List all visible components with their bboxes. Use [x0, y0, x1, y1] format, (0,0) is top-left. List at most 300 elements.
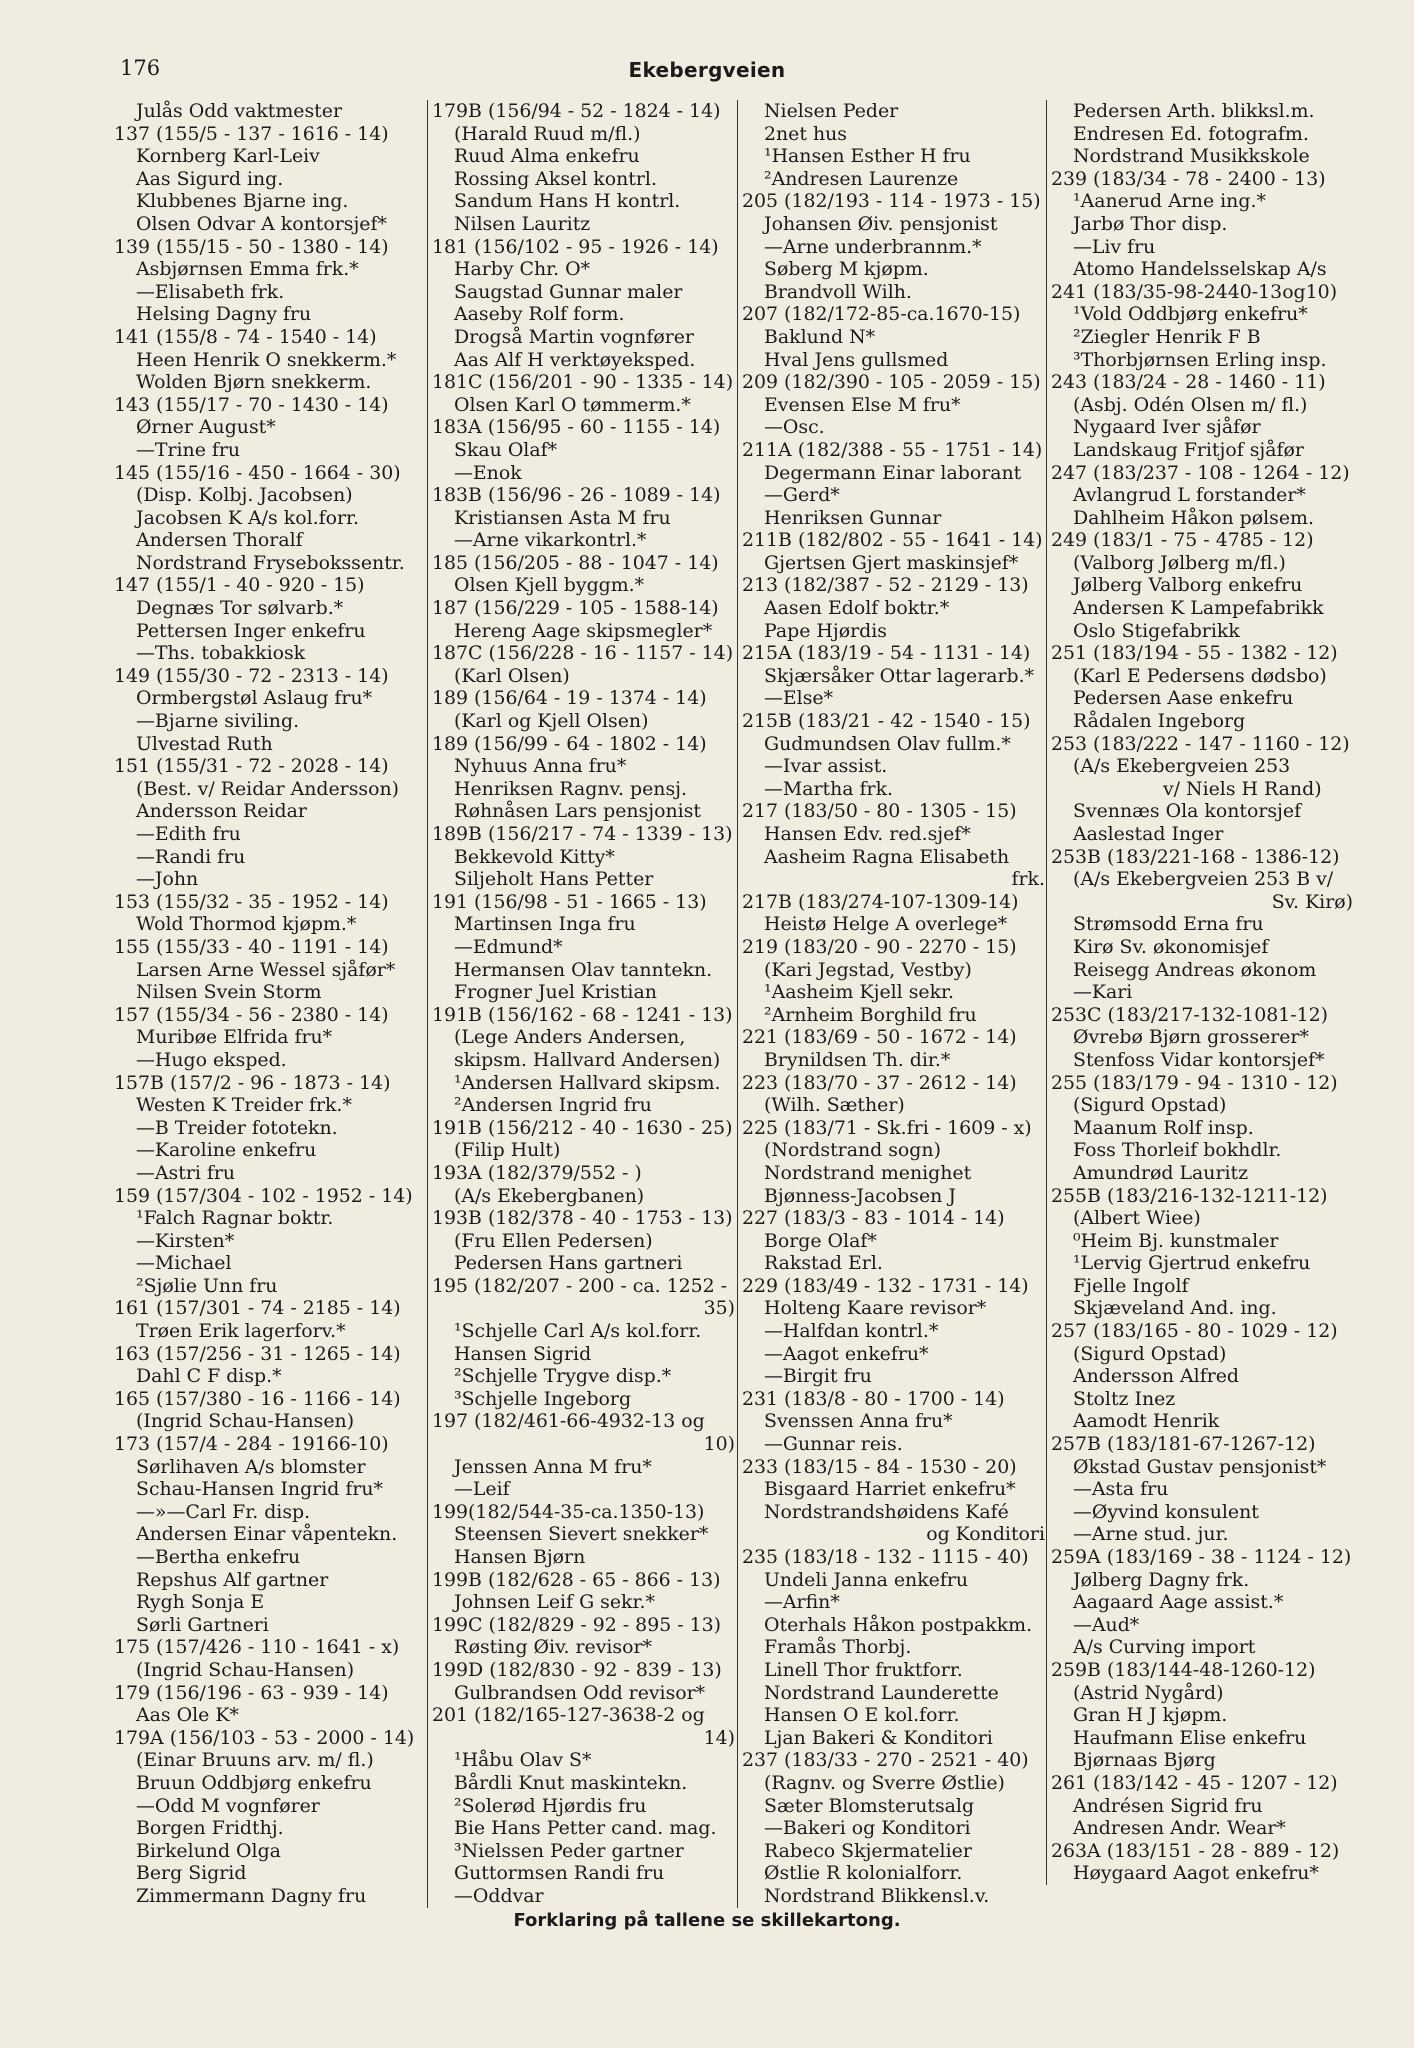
address-entry: 215B (183/21 - 42 - 1540 - 15) [742, 710, 1031, 733]
resident-entry: Jølberg Valborg enkefru [1073, 574, 1303, 597]
resident-entry: —Else* [764, 687, 834, 710]
page-number: 176 [120, 56, 161, 80]
resident-entry: Bisgaard Harriet enkefru* [764, 1478, 1016, 1501]
resident-entry: Aasen Edolf boktr.* [764, 597, 950, 620]
address-entry: 229 (183/49 - 132 - 1731 - 14) [742, 1274, 1029, 1297]
resident-entry: —Elisabeth frk. [136, 280, 285, 303]
resident-entry: ³Nielssen Peder gartner [454, 1839, 684, 1862]
address-entry: 193A (182/379/552 - ) [432, 1161, 642, 1184]
address-entry: 257 (183/165 - 80 - 1029 - 12) [1051, 1320, 1338, 1343]
address-entry: 217 (183/50 - 80 - 1305 - 15) [742, 800, 1017, 823]
resident-entry: —Kari [1073, 981, 1133, 1004]
resident-entry: Nordstrand Musikkskole [1073, 145, 1310, 168]
address-entry: 153 (155/32 - 35 - 1952 - 14) [114, 890, 389, 913]
resident-entry: Jenssen Anna M fru* [454, 1455, 652, 1478]
resident-entry: —Øyvind konsulent [1073, 1500, 1259, 1523]
resident-entry: (Astrid Nygård) [1073, 1681, 1224, 1704]
address-entry: 179B (156/94 - 52 - 1824 - 14) [432, 100, 721, 122]
address-entry: 175 (157/426 - 110 - 1641 - x) [114, 1636, 400, 1659]
resident-entry: ²Sjølie Unn fru [136, 1274, 278, 1297]
resident-entry: Hansen Edv. red.sjef* [764, 823, 971, 845]
resident-entry: Røhnåsen Lars pensjonist [454, 800, 701, 823]
resident-entry: og Konditori [926, 1523, 1045, 1546]
resident-entry: Nordstrand Frysebokssentr. [136, 551, 405, 574]
resident-entry: —Ths. tobakkiosk [136, 642, 306, 665]
resident-entry: Gran H J kjøpm. [1073, 1704, 1228, 1727]
resident-entry: ²Andersen Ingrid fru [454, 1094, 652, 1117]
address-entry: 189B (156/217 - 74 - 1339 - 13) [432, 823, 733, 845]
resident-entry: —Bertha enkefru [136, 1546, 301, 1568]
resident-entry: Trøen Erik lagerforv.* [136, 1320, 346, 1343]
resident-entry: Bårdli Knut maskintekn. [454, 1771, 688, 1794]
address-entry: 253C (183/217-132-1081-12) [1051, 1003, 1329, 1026]
resident-entry: —Aagot enkefru* [764, 1342, 929, 1365]
resident-entry: Pedersen Arth. blikksl.m. [1073, 100, 1315, 122]
resident-entry: Berg Sigrid [136, 1862, 247, 1885]
resident-entry: Reisegg Andreas økonom [1073, 958, 1317, 981]
resident-entry: Landskaug Fritjof sjåfør [1073, 438, 1304, 461]
resident-entry: Saugstad Gunnar maler [454, 280, 683, 303]
resident-entry: (Asbj. Odén Olsen m/ fl.) [1073, 393, 1308, 416]
resident-entry: Drogså Martin vognfører [454, 325, 694, 348]
resident-entry: Andersen Thoralf [136, 529, 303, 552]
resident-entry: —Oddvar [454, 1884, 544, 1907]
resident-entry: Hansen O E kol.forr. [764, 1704, 960, 1727]
resident-entry: —Odd M vognfører [136, 1794, 320, 1817]
resident-entry: (Einar Bruuns arv. m/ fl.) [136, 1749, 374, 1772]
resident-entry: Jacobsen K A/s kol.forr. [136, 506, 359, 529]
resident-entry: Nygaard Iver sjåfør [1073, 416, 1261, 439]
resident-entry: ¹Aasheim Kjell sekr. [764, 981, 954, 1004]
resident-entry: Bjørnaas Bjørg [1073, 1749, 1216, 1772]
resident-entry: —»—Carl Fr. disp. [136, 1500, 311, 1523]
resident-entry: Andresen Andr. Wear* [1073, 1817, 1286, 1840]
address-entry: 187C (156/228 - 16 - 1157 - 14) [432, 642, 734, 665]
address-entry: 201 (182/165-127-3638-2 og [432, 1704, 705, 1727]
resident-entry: —Trine fru [136, 438, 241, 461]
resident-entry: v/ Niels H Rand) [1163, 777, 1322, 800]
address-entry: 211A (182/388 - 55 - 1751 - 14) [742, 438, 1043, 461]
resident-entry: Asbjørnsen Emma frk.* [136, 258, 359, 281]
resident-entry: Kristiansen Asta M fru [454, 506, 671, 529]
resident-entry: Framås Thorbj. [764, 1636, 912, 1659]
address-entry: 199B (182/628 - 65 - 866 - 13) [432, 1568, 721, 1591]
address-entry: 143 (155/17 - 70 - 1430 - 14) [114, 393, 389, 416]
address-entry: 139 (155/15 - 50 - 1380 - 14) [114, 235, 389, 258]
resident-entry: Stoltz Inez [1073, 1387, 1176, 1410]
address-entry: 137 (155/5 - 137 - 1616 - 14) [114, 122, 389, 145]
resident-entry: —Ivar assist. [764, 755, 888, 778]
resident-entry: —B Treider fototekn. [136, 1116, 338, 1139]
resident-entry: Nielsen Peder [764, 100, 899, 122]
address-entry: 199C (182/829 - 92 - 895 - 13) [432, 1613, 722, 1636]
resident-entry: Skjærsåker Ottar lagerarb.* [764, 664, 1035, 687]
resident-entry: —Arne vikarkontrl.* [454, 529, 647, 552]
resident-entry: Sørlihaven A/s blomster [136, 1455, 366, 1478]
address-entry: 189 (156/64 - 19 - 1374 - 14) [432, 687, 707, 710]
resident-entry: Siljeholt Hans Petter [454, 868, 654, 891]
resident-entry: Skau Olaf* [454, 438, 558, 461]
resident-entry: —Halfdan kontrl.* [764, 1320, 939, 1343]
resident-entry: —Arne stud. jur. [1073, 1523, 1229, 1546]
address-entry: 253 (183/222 - 147 - 1160 - 12) [1051, 732, 1350, 755]
resident-entry: Gulbrandsen Odd revisor* [454, 1681, 706, 1704]
resident-entry: Aasheim Ragna Elisabeth [764, 845, 1010, 868]
resident-entry: Olsen Karl O tømmerm.* [454, 393, 691, 416]
resident-entry: —Gerd* [764, 484, 840, 507]
resident-entry: Bekkevold Kitty* [454, 845, 615, 868]
address-entry: 213 (182/387 - 52 - 2129 - 13) [742, 574, 1029, 597]
resident-entry: ²Schjelle Trygve disp.* [454, 1365, 672, 1388]
resident-entry: Gjertsen Gjert maskinsjef* [764, 551, 1019, 574]
resident-entry: —Bakeri og Konditori [764, 1817, 971, 1840]
resident-entry: Birkelund Olga [136, 1839, 281, 1862]
resident-entry: Pettersen Inger enkefru [136, 619, 366, 642]
resident-entry: Øvrebø Bjørn grosserer* [1073, 1026, 1309, 1049]
resident-entry: —John [136, 868, 199, 891]
resident-entry: Rådalen Ingeborg [1073, 710, 1246, 733]
resident-entry: Aas Alf H verktøyeksped. [454, 348, 696, 371]
resident-entry: Røsting Øiv. revisor* [454, 1636, 652, 1659]
address-entry: 173 (157/4 - 284 - 19166-10) [114, 1433, 389, 1456]
address-entry: 235 (183/18 - 132 - 1115 - 40) [742, 1546, 1029, 1568]
resident-entry: Rygh Sonja E [136, 1591, 265, 1614]
resident-entry: Andersson Reidar [136, 800, 307, 823]
resident-entry: ³Schjelle Ingeborg [454, 1387, 632, 1410]
resident-entry: Hermansen Olav tanntekn. [454, 958, 713, 981]
resident-entry: Henriksen Ragnv. pensj. [454, 777, 687, 800]
address-entry: 187 (156/229 - 105 - 1588-14) [432, 597, 719, 620]
resident-entry: Undeli Janna enkefru [764, 1568, 969, 1591]
resident-entry: Svennæs Ola kontorsjef [1073, 800, 1302, 823]
resident-entry: Klubbenes Bjarne ing. [136, 190, 349, 213]
resident-entry: (Harald Ruud m/fl.) [454, 122, 641, 145]
resident-entry: (Filip Hult) [454, 1139, 561, 1162]
resident-entry: Hval Jens gullsmed [764, 348, 949, 371]
resident-entry: Høygaard Aagot enkefru* [1073, 1862, 1319, 1885]
resident-entry: Foss Thorleif bokhdlr. [1073, 1139, 1282, 1162]
resident-entry: Sørli Gartneri [136, 1613, 269, 1636]
resident-entry: Ljan Bakeri & Konditori [764, 1726, 993, 1749]
resident-entry: (Sigurd Opstad) [1073, 1342, 1227, 1365]
resident-entry: Strømsodd Erna fru [1073, 913, 1264, 936]
resident-entry: Kornberg Karl-Leiv [136, 145, 320, 168]
resident-entry: Steensen Sievert snekker* [454, 1523, 709, 1546]
resident-entry: Rakstad Erl. [764, 1252, 883, 1275]
address-entry: 157B (157/2 - 96 - 1873 - 14) [114, 1071, 391, 1094]
address-entry: 255 (183/179 - 94 - 1310 - 12) [1051, 1071, 1338, 1094]
resident-entry: Dahl C F disp.* [136, 1365, 282, 1388]
resident-entry: Svenssen Anna fru* [764, 1410, 953, 1433]
resident-entry: ¹Aanerud Arne ing.* [1073, 190, 1266, 213]
address-entry: 181 (156/102 - 95 - 1926 - 14) [432, 235, 719, 258]
address-entry: 147 (155/1 - 40 - 920 - 15) [114, 574, 365, 597]
resident-entry: Oslo Stigefabrikk [1073, 619, 1240, 642]
resident-entry: Stenfoss Vidar kontorsjef* [1073, 1048, 1325, 1071]
address-entry: 179 (156/196 - 63 - 939 - 14) [114, 1681, 389, 1704]
resident-entry: Nordstrandshøidens Kafé [764, 1500, 1009, 1523]
resident-entry: (Karl E Pedersens dødsbo) [1073, 664, 1327, 687]
resident-entry: —Randi fru [136, 845, 246, 868]
address-entry: 209 (182/390 - 105 - 2059 - 15) [742, 371, 1041, 394]
resident-entry: Harby Chr. O* [454, 258, 591, 281]
resident-entry: ¹Vold Oddbjørg enkefru* [1073, 303, 1308, 326]
address-entry: 191 (156/98 - 51 - 1665 - 13) [432, 890, 707, 913]
resident-entry: Andersen Einar våpentekn. [136, 1523, 398, 1546]
resident-entry: Nyhuus Anna fru* [454, 755, 627, 778]
resident-entry: Nilsen Lauritz [454, 212, 591, 235]
resident-entry: A/s Curving import [1073, 1636, 1256, 1659]
resident-entry: Brandvoll Wilh. [764, 280, 912, 303]
address-entry: 151 (155/31 - 72 - 2028 - 14) [114, 755, 389, 778]
resident-entry: Pape Hjørdis [764, 619, 887, 642]
address-entry: 219 (183/20 - 90 - 2270 - 15) [742, 935, 1017, 958]
address-entry: 189 (156/99 - 64 - 1802 - 14) [432, 732, 707, 755]
resident-entry: Gudmundsen Olav fullm.* [764, 732, 1011, 755]
resident-entry: Fjelle Ingolf [1073, 1274, 1189, 1297]
resident-entry: ²Ziegler Henrik F B [1073, 325, 1261, 348]
resident-entry: Økstad Gustav pensjonist* [1073, 1455, 1327, 1478]
resident-entry: ¹Andersen Hallvard skipsm. [454, 1071, 721, 1094]
resident-entry: Sæter Blomsterutsalg [764, 1794, 975, 1817]
resident-entry: Østlie R kolonialforr. [764, 1862, 963, 1885]
address-entry: 155 (155/33 - 40 - 1191 - 14) [114, 935, 389, 958]
address-entry: 259B (183/144-48-1260-12) [1051, 1658, 1316, 1681]
resident-entry: 35) [703, 1297, 735, 1320]
resident-entry: Aaseby Rolf form. [454, 303, 625, 326]
resident-entry: ²Solerød Hjørdis fru [454, 1794, 647, 1817]
resident-entry: Sv. Kirø) [1271, 890, 1353, 913]
footer-note: Forklaring på tallene se skillekartong. [513, 1910, 901, 1931]
resident-entry: Olsen Kjell byggm.* [454, 574, 645, 597]
address-entry: 255B (183/216-132-1211-12) [1051, 1184, 1328, 1207]
column-1 [114, 100, 416, 1908]
resident-entry: Baklund N* [764, 325, 876, 348]
resident-entry: ²Arnheim Borghild fru [764, 1003, 977, 1026]
resident-entry: —Edith fru [136, 823, 241, 845]
address-entry: 183A (156/95 - 60 - 1155 - 14) [432, 416, 721, 439]
resident-entry: Muribøe Elfrida fru* [136, 1026, 333, 1049]
address-entry: 141 (155/8 - 74 - 1540 - 14) [114, 325, 377, 348]
resident-entry: —Martha frk. [764, 777, 894, 800]
address-entry: 263A (183/151 - 28 - 889 - 12) [1051, 1839, 1340, 1862]
address-entry: 207 (182/172-85-ca.1670-15) [742, 303, 1021, 326]
resident-entry: Avlangrud L forstander* [1073, 484, 1306, 507]
address-entry: 249 (183/1 - 75 - 4785 - 12) [1051, 529, 1314, 552]
address-entry: 205 (182/193 - 114 - 1973 - 15) [742, 190, 1041, 213]
resident-entry: —Michael [136, 1252, 232, 1275]
resident-entry: (Nordstrand sogn) [764, 1139, 941, 1162]
resident-entry: —Arfin* [764, 1591, 840, 1614]
resident-entry: Aagaard Aage assist.* [1073, 1591, 1284, 1614]
resident-entry: —Aud* [1073, 1613, 1140, 1636]
resident-entry: Bie Hans Petter cand. mag. [454, 1817, 717, 1840]
address-entry: 223 (183/70 - 37 - 2612 - 14) [742, 1071, 1017, 1094]
resident-entry: (Ragnv. og Sverre Østlie) [764, 1771, 1005, 1794]
resident-entry: Linell Thor fruktforr. [764, 1658, 963, 1681]
address-entry: 197 (182/461-66-4932-13 og [432, 1410, 705, 1433]
address-entry: 253B (183/221-168 - 1386-12) [1051, 845, 1340, 868]
address-entry: 193B (182/378 - 40 - 1753 - 13) [432, 1207, 733, 1230]
resident-entry: Guttormsen Randi fru [454, 1862, 665, 1885]
resident-entry: Zimmermann Dagny fru [136, 1884, 367, 1907]
resident-entry: Nordstrand Blikkensl.v. [764, 1884, 990, 1907]
resident-entry: Hansen Bjørn [454, 1546, 586, 1568]
resident-entry: Ørner August* [136, 416, 276, 439]
resident-entry: Rossing Aksel kontrl. [454, 167, 657, 190]
resident-entry: Oterhals Håkon postpakkm. [764, 1613, 1033, 1636]
resident-entry: Westen K Treider frk.* [136, 1094, 352, 1117]
address-entry: 239 (183/34 - 78 - 2400 - 13) [1051, 167, 1326, 190]
resident-entry: Andersson Alfred [1073, 1365, 1240, 1388]
resident-entry: Nordstrand Launderette [764, 1681, 999, 1704]
resident-entry: (Kari Jegstad, Vestby) [764, 958, 972, 981]
address-entry: 247 (183/237 - 108 - 1264 - 12) [1051, 461, 1350, 484]
resident-entry: (Karl og Kjell Olsen) [454, 710, 649, 733]
address-entry: 163 (157/256 - 31 - 1265 - 14) [114, 1342, 401, 1365]
resident-entry: —Kirsten* [136, 1229, 235, 1252]
resident-entry: Amundrød Lauritz [1073, 1161, 1249, 1184]
resident-entry: Ruud Alma enkefru [454, 145, 640, 168]
resident-entry: Degnæs Tor sølvarb.* [136, 597, 344, 620]
resident-entry: —Osc. [764, 416, 825, 439]
resident-entry: —Gunnar reis. [764, 1433, 903, 1456]
resident-entry: Aas Ole K* [136, 1704, 239, 1727]
resident-entry: Olsen Odvar A kontorsjef* [136, 212, 387, 235]
address-entry: 217B (183/274-107-1309-14) [742, 890, 1019, 913]
resident-entry: Skjæveland And. ing. [1073, 1297, 1277, 1320]
resident-entry: Aamodt Henrik [1073, 1410, 1220, 1433]
resident-entry: Ormbergstøl Aslaug fru* [136, 687, 373, 710]
address-entry: 261 (183/142 - 45 - 1207 - 12) [1051, 1771, 1338, 1794]
address-entry: 157 (155/34 - 56 - 2380 - 14) [114, 1003, 389, 1026]
resident-entry: —Asta fru [1073, 1478, 1169, 1501]
resident-entry: Larsen Arne Wessel sjåfør* [136, 958, 396, 981]
resident-entry: Helsing Dagny fru [136, 303, 312, 326]
resident-entry: Frogner Juel Kristian [454, 981, 657, 1004]
resident-entry: Repshus Alf gartner [136, 1568, 329, 1591]
resident-entry: Borge Olaf* [764, 1229, 877, 1252]
resident-entry: Hereng Aage skipsmegler* [454, 619, 713, 642]
address-entry: 241 (183/35-98-2440-13og10) [1051, 280, 1338, 303]
resident-entry: —Birgit fru [764, 1365, 872, 1388]
address-entry: 159 (157/304 - 102 - 1952 - 14) [114, 1184, 413, 1207]
address-entry: 257B (183/181-67-1267-12) [1051, 1433, 1316, 1456]
resident-entry: Jarbø Thor disp. [1073, 212, 1228, 235]
address-entry: 259A (183/169 - 38 - 1124 - 12) [1051, 1546, 1352, 1568]
resident-entry: Sandum Hans H kontrl. [454, 190, 681, 213]
resident-entry: Martinsen Inga fru [454, 913, 636, 936]
resident-entry: (Wilh. Sæther) [764, 1094, 905, 1117]
resident-entry: Haufmann Elise enkefru [1073, 1726, 1307, 1749]
resident-entry: (A/s Ekebergveien 253 [1073, 755, 1291, 778]
resident-entry: Aaslestad Inger [1073, 823, 1224, 845]
resident-entry: —Enok [454, 461, 522, 484]
resident-entry: Nordstrand menighet [764, 1161, 972, 1184]
resident-entry: Bjønness-Jacobsen J [764, 1184, 956, 1207]
resident-entry: ¹Håbu Olav S* [454, 1749, 592, 1772]
resident-entry: Jølberg Dagny frk. [1073, 1568, 1250, 1591]
running-head: Ekebergveien [628, 58, 786, 82]
resident-entry: Maanum Rolf insp. [1073, 1116, 1254, 1139]
resident-entry: —Astri fru [136, 1161, 236, 1184]
resident-entry: Hansen Sigrid [454, 1342, 592, 1365]
resident-entry: 2net hus [764, 122, 847, 145]
address-entry: 149 (155/30 - 72 - 2313 - 14) [114, 664, 389, 687]
resident-entry: Henriksen Gunnar [764, 506, 942, 529]
address-entry: 183B (156/96 - 26 - 1089 - 14) [432, 484, 721, 507]
resident-entry: Kirø Sv. økonomisjef [1073, 935, 1269, 958]
resident-entry: Heen Henrik O snekkerm.* [136, 348, 397, 371]
resident-entry: Wolden Bjørn snekkerm. [136, 371, 372, 394]
resident-entry: (Ingrid Schau-Hansen) [136, 1410, 355, 1433]
address-entry: 211B (182/802 - 55 - 1641 - 14) [742, 529, 1043, 552]
resident-entry: Julås Odd vaktmester [136, 100, 342, 122]
resident-entry: Johnsen Leif G sekr.* [454, 1591, 655, 1614]
resident-entry: Brynildsen Th. dir.* [764, 1048, 951, 1071]
resident-entry: ³Thorbjørnsen Erling insp. [1073, 348, 1327, 371]
resident-entry: (Best. v/ Reidar Andersson) [136, 777, 400, 800]
address-entry: 185 (156/205 - 88 - 1047 - 14) [432, 551, 719, 574]
resident-entry: (Lege Anders Andersen, [454, 1026, 686, 1049]
resident-entry: (Sigurd Opstad) [1073, 1094, 1227, 1117]
resident-entry: Andrésen Sigrid fru [1073, 1794, 1263, 1817]
address-entry: 243 (183/24 - 28 - 1460 - 11) [1051, 371, 1326, 394]
address-entry: 233 (183/15 - 84 - 1530 - 20) [742, 1455, 1017, 1478]
resident-entry: (A/s Ekebergbanen) [454, 1184, 645, 1207]
address-entry: 199(182/544-35-ca.1350-13) [432, 1500, 705, 1523]
address-entry: 215A (183/19 - 54 - 1131 - 14) [742, 642, 1031, 665]
resident-entry: (Ingrid Schau-Hansen) [136, 1658, 355, 1681]
resident-entry: Heistø Helge A overlege* [764, 913, 1008, 936]
column-4 [1046, 100, 1353, 1885]
resident-entry: —Leif [454, 1478, 510, 1501]
resident-entry: Dahlheim Håkon pølsem. [1073, 506, 1314, 529]
resident-entry: —Liv fru [1073, 235, 1156, 258]
resident-entry: (A/s Ekebergveien 253 B v/ [1073, 868, 1334, 891]
resident-entry: Degermann Einar laborant [764, 461, 1022, 484]
resident-entry: (Fru Ellen Pedersen) [454, 1229, 653, 1252]
resident-entry: Andersen K Lampefabrikk [1073, 597, 1324, 620]
resident-entry: Borgen Fridthj. [136, 1817, 284, 1840]
resident-entry: ⁰Heim Bj. kunstmaler [1073, 1229, 1279, 1252]
column-2 [427, 100, 735, 1908]
resident-entry: frk. [1011, 868, 1045, 891]
resident-entry: 14) [703, 1726, 735, 1749]
address-entry: 161 (157/301 - 74 - 2185 - 14) [114, 1297, 401, 1320]
address-entry: 195 (182/207 - 200 - ca. 1252 - [432, 1274, 728, 1297]
resident-entry: —Hugo eksped. [136, 1048, 287, 1071]
resident-entry: Pedersen Aase enkefru [1073, 687, 1294, 710]
resident-entry: ¹Lervig Gjertrud enkefru [1073, 1252, 1311, 1275]
resident-entry: (Valborg Jølberg m/fl.) [1073, 551, 1286, 574]
resident-entry: Ulvestad Ruth [136, 732, 273, 755]
address-entry: 225 (183/71 - Sk.fri - 1609 - x) [742, 1116, 1032, 1139]
resident-entry: skipsm. Hallvard Andersen) [454, 1048, 721, 1071]
resident-entry: —Karoline enkefru [136, 1139, 317, 1162]
address-entry: 237 (183/33 - 270 - 2521 - 40) [742, 1749, 1029, 1772]
address-entry: 181C (156/201 - 90 - 1335 - 14) [432, 371, 734, 394]
resident-entry: Pedersen Hans gartneri [454, 1252, 683, 1275]
resident-entry: Schau-Hansen Ingrid fru* [136, 1478, 383, 1501]
resident-entry: Holteng Kaare revisor* [764, 1297, 987, 1320]
resident-entry: ¹Hansen Esther H fru [764, 145, 971, 168]
resident-entry: (Disp. Kolbj. Jacobsen) [136, 484, 353, 507]
resident-entry: Endresen Ed. fotografm. [1073, 122, 1309, 145]
resident-entry: ²Andresen Laurenze [764, 167, 959, 190]
address-entry: 145 (155/16 - 450 - 1664 - 30) [114, 461, 401, 484]
resident-entry: Evensen Else M fru* [764, 393, 961, 416]
